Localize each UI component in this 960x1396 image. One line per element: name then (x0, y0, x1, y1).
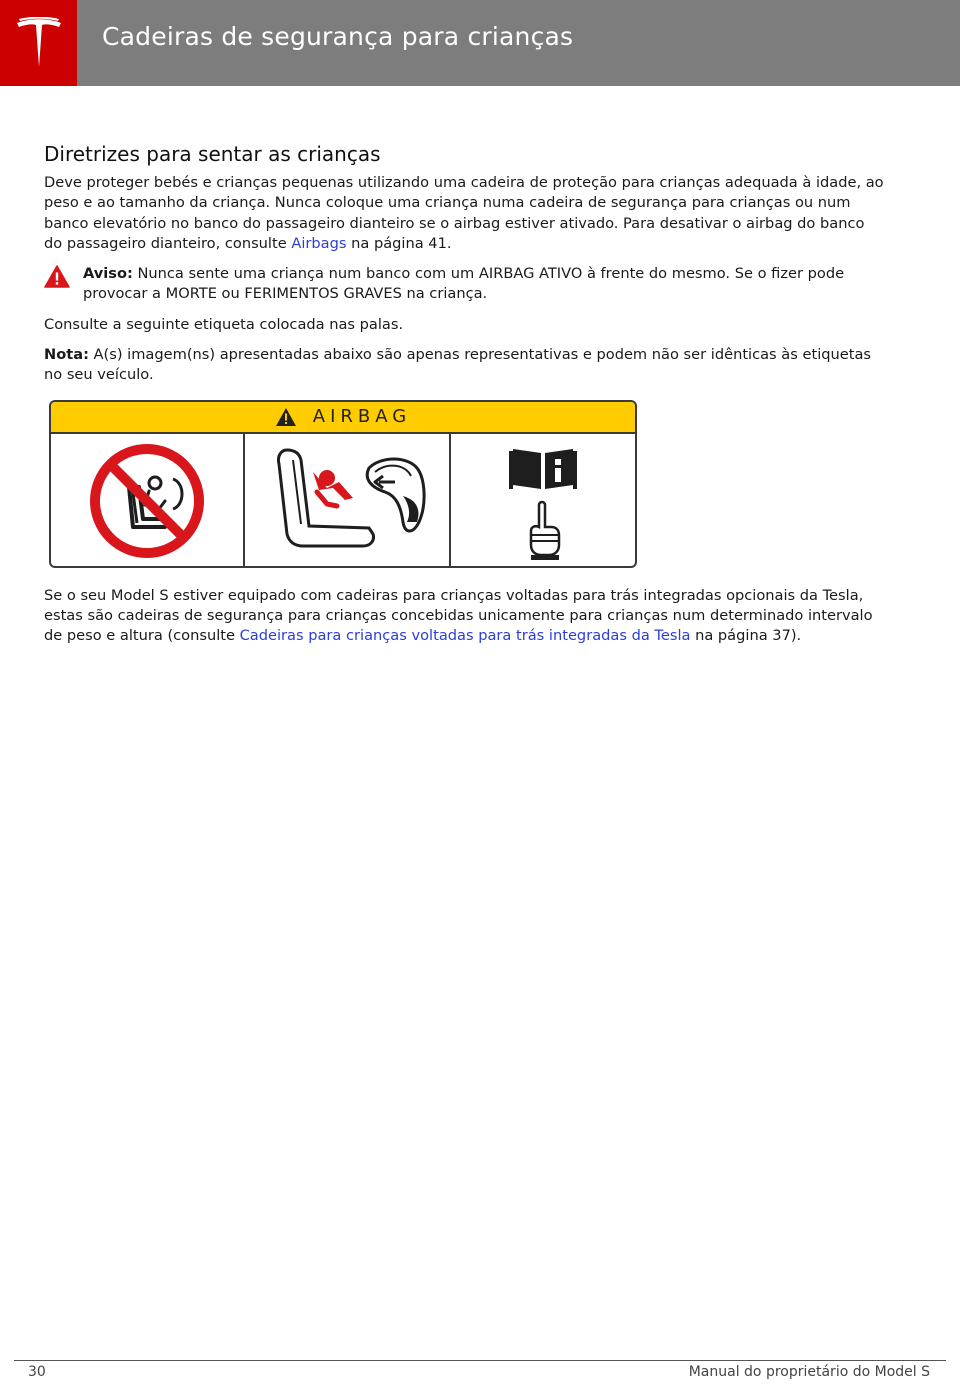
pointing-hand-icon (531, 502, 559, 560)
airbag-label-header (51, 402, 635, 434)
airbag-label-text: AIRBAG (312, 406, 412, 428)
airbag-deploy-icon (257, 438, 437, 564)
page-number: 30 (28, 1364, 46, 1380)
tesla-logo (0, 0, 77, 86)
label-sentence: Consulte a seguinte etiqueta colocada nas palas. (44, 315, 404, 333)
warning-triangle-icon (44, 265, 70, 288)
intro-text: Deve proteger bebés e crianças pequenas utilizando uma cadeira de proteção para crianças adequada à idade, ao peso e ao tamanho da criança. Nunca coloque uma criança numa cadeira de segurança para crianças ou num banco elevatório no banco do passageiro dianteiro se o airbag estiver ativado. Para desativar o airbag do banco do passageiro dianteiro, consulte (44, 174, 884, 252)
airbag-warning-label-image (49, 400, 637, 568)
intro-paragraph (44, 173, 884, 254)
manual-info-icon (503, 439, 583, 563)
section-heading: Diretrizes para sentar as crianças (44, 142, 381, 166)
page-title: Cadeiras de segurança para crianças (102, 22, 574, 51)
main-content (44, 142, 884, 647)
airbag-label-pictograms (51, 434, 635, 568)
footer-divider (14, 1360, 946, 1361)
warning-block (44, 264, 884, 305)
label-cell-airbag-deployment (245, 434, 451, 568)
warning-label: Aviso: (83, 265, 133, 283)
warning-text (83, 264, 884, 305)
intro-page-ref: na página 41. (346, 234, 452, 252)
airbag-label-warning-icon (275, 407, 297, 427)
note-paragraph (44, 345, 884, 386)
label-cell-read-manual (451, 434, 635, 568)
final-paragraph (44, 586, 884, 647)
note-body: A(s) imagem(ns) apresentadas abaixo são apenas representativas e podem não ser idênticas às etiquetas no seu veículo. (44, 346, 872, 384)
final-page-ref: na página 37). (690, 627, 802, 645)
no-child-seat-icon (89, 443, 205, 559)
note-label: Nota: (44, 346, 89, 364)
rear-facing-seats-link[interactable]: Cadeiras para crianças voltadas para trás integradas da Tesla (239, 627, 691, 645)
manual-title: Manual do proprietário do Model S (688, 1364, 930, 1380)
page-header (0, 0, 960, 86)
label-cell-prohibition (51, 434, 245, 568)
final-text: Se o seu Model S estiver equipado com cadeiras para crianças voltadas para trás integradas opcionais da Tesla, estas são cadeiras de segurança para crianças concebidas unicamente para crianças num determinado intervalo de peso e altura (consulte (44, 586, 873, 645)
warning-body: Nunca sente uma criança num banco com um AIRBAG ATIVO à frente do mesmo. Se o fizer pode provocar a MORTE ou FERIMENTOS GRAVES na criança. (83, 265, 845, 303)
airbags-link[interactable]: Airbags (291, 234, 347, 252)
tesla-logo-icon (15, 17, 63, 69)
